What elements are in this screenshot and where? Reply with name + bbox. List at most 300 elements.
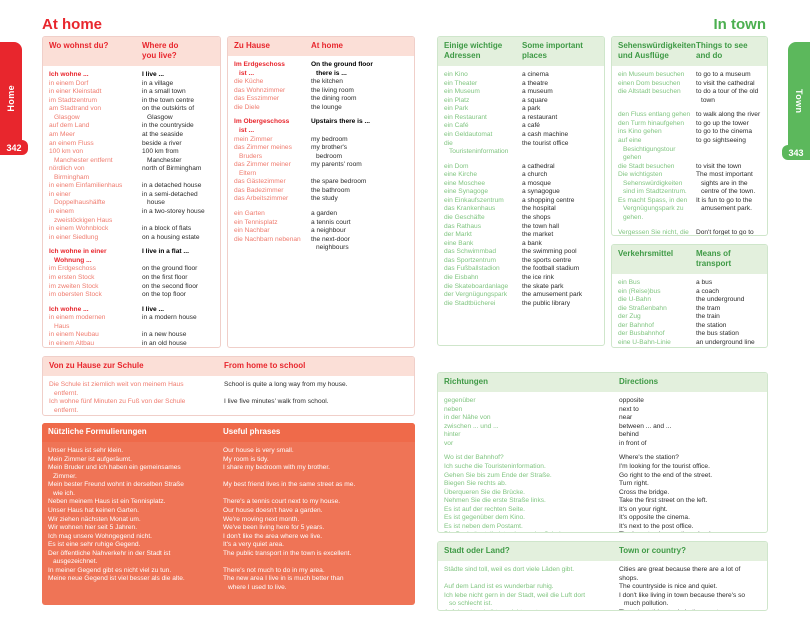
cell-german: Birmingham bbox=[54, 173, 90, 181]
cell-english: a church bbox=[522, 171, 548, 179]
table-row bbox=[49, 88, 214, 97]
cell-german: Doppelhaushälfte bbox=[54, 199, 106, 207]
cell-english: Our house doesn't have a garden. bbox=[223, 506, 323, 514]
table-row bbox=[444, 523, 761, 532]
table-row bbox=[618, 305, 761, 314]
cell-german: wie ich. bbox=[53, 489, 75, 497]
header-en: Useful phrases bbox=[223, 427, 281, 436]
cell-german: in einer Siedlung bbox=[49, 233, 99, 241]
cell-german: Sehenswürdigkeiten bbox=[623, 179, 683, 187]
table-row bbox=[444, 171, 598, 180]
cell-german: Meine neue Gegend ist viel besser als die alte. bbox=[48, 575, 185, 583]
cell-german: Wo ist der Bahnhof? bbox=[444, 454, 504, 462]
cell-german: mein Zimmer bbox=[234, 135, 273, 143]
cell-german: an einem Fluss bbox=[49, 139, 94, 147]
cell-english: a bus bbox=[696, 279, 713, 286]
cell-german: Es macht Spass, in den bbox=[618, 196, 688, 204]
cell-english: the amusement park bbox=[522, 291, 583, 299]
cell-english: the football stadium bbox=[522, 265, 580, 273]
table-row bbox=[618, 137, 761, 146]
cell-german: im ersten Stock bbox=[49, 273, 95, 281]
header-en: At home bbox=[311, 41, 343, 50]
table-row bbox=[618, 296, 761, 305]
cell-german: in einer Kleinstadt bbox=[49, 88, 102, 96]
table-row bbox=[234, 118, 408, 127]
cell-german: die Geschäfte bbox=[444, 214, 485, 221]
cell-english: Take the first street on the left. bbox=[619, 497, 708, 505]
cell-english: my brother's bbox=[311, 144, 348, 152]
cell-german: das Gästezimmer bbox=[234, 178, 286, 186]
cell-german: die U-Bahn bbox=[618, 296, 651, 304]
cell-german: ein Museum bbox=[444, 88, 480, 96]
table-row bbox=[444, 240, 598, 249]
table-stadt-oder-land bbox=[437, 541, 768, 611]
table-body bbox=[43, 376, 414, 416]
cell-english: the swimming pool bbox=[522, 248, 577, 256]
cell-german: Vergnügungspark zu bbox=[623, 205, 684, 213]
table-row bbox=[234, 127, 408, 136]
table-row bbox=[618, 88, 761, 97]
cell-german: Es ist eine sehr ruhige Gegend. bbox=[48, 541, 141, 549]
cell-english: the train bbox=[696, 313, 720, 321]
cell-english bbox=[223, 473, 409, 482]
cell-german: ein Tennisplatz bbox=[234, 218, 278, 226]
cell-english: to go to a museum bbox=[696, 71, 751, 78]
table-row bbox=[618, 146, 761, 155]
cell-english: Upstairs there is ... bbox=[311, 118, 370, 126]
cell-german bbox=[234, 244, 311, 253]
cell-english: the skate park bbox=[522, 282, 564, 290]
cell-german: ein Dom bbox=[444, 162, 469, 170]
cell-german: sind im Stadtzentrum. bbox=[623, 188, 687, 196]
table-row bbox=[49, 381, 408, 390]
table-row bbox=[48, 490, 409, 499]
cell-german: Zimmer. bbox=[53, 472, 77, 480]
cell-english: There's a tennis court next to my house. bbox=[223, 498, 341, 506]
cell-english: opposite bbox=[619, 397, 644, 404]
cell-german: eine Synagoge bbox=[444, 188, 488, 196]
table-row bbox=[234, 170, 408, 179]
cell-english bbox=[522, 148, 598, 157]
cell-german: Touristeninformation bbox=[449, 148, 509, 156]
table-row bbox=[444, 489, 761, 498]
cell-english: to visit the cathedral bbox=[696, 79, 755, 87]
table-row bbox=[444, 105, 598, 114]
table-row bbox=[49, 105, 214, 114]
cell-english: on the outskirts of bbox=[142, 105, 195, 113]
table-row bbox=[49, 165, 214, 174]
cell-english: It's opposite the cinema. bbox=[619, 514, 690, 522]
table-row bbox=[234, 195, 408, 204]
cell-english bbox=[311, 127, 408, 136]
table-row bbox=[618, 97, 761, 106]
table-header bbox=[43, 37, 220, 66]
cell-german: gegenüber bbox=[444, 397, 476, 404]
cell-english: My room is tidy. bbox=[223, 455, 269, 463]
cell-german: nördlich von bbox=[49, 165, 85, 173]
table-row bbox=[234, 161, 408, 170]
table-row bbox=[49, 140, 214, 149]
cell-german: ein Museum besuchen bbox=[618, 71, 685, 78]
table-row bbox=[618, 154, 761, 163]
table-row bbox=[49, 114, 214, 123]
table-row bbox=[444, 257, 598, 266]
cell-german: Der öffentliche Nahverkehr in der Stadt ist bbox=[48, 549, 171, 557]
cell-english: in a block of flats bbox=[142, 225, 192, 233]
page-title-left: At home bbox=[42, 16, 102, 33]
table-body bbox=[438, 392, 767, 533]
cell-german: ein Nachbar bbox=[234, 227, 270, 235]
cell-german: Überqueren Sie die Brücke. bbox=[444, 488, 526, 496]
cell-german: in einem Neubau bbox=[49, 331, 99, 339]
cell-german: in einem Altbau bbox=[49, 339, 95, 347]
cell-german: entfernt. bbox=[54, 389, 79, 397]
table-row bbox=[444, 440, 761, 449]
cell-german: das Sportzentrum bbox=[444, 256, 497, 264]
cell-german: das Zimmer meiner bbox=[234, 161, 291, 169]
table-row bbox=[618, 313, 761, 322]
table-row bbox=[49, 331, 214, 340]
cell-english: in an old house bbox=[142, 339, 187, 347]
cell-german: in der Nähe von bbox=[444, 414, 491, 422]
cell-english: the station bbox=[696, 321, 727, 329]
table-row bbox=[49, 131, 214, 140]
cell-english: my parents' room bbox=[311, 161, 362, 169]
cell-english: the sports centre bbox=[522, 256, 572, 264]
cell-english: north of Birmingham bbox=[142, 165, 202, 173]
cell-english: The most important bbox=[696, 171, 753, 179]
cell-german: Gehen Sie bis zum Ende der Straße. bbox=[444, 471, 552, 479]
table-row bbox=[444, 583, 761, 592]
table-row bbox=[444, 406, 761, 415]
cell-english: On the ground floor bbox=[311, 61, 373, 68]
cell-german: Unser Haus hat keinen Garten. bbox=[48, 506, 139, 514]
table-row bbox=[618, 288, 761, 297]
cell-english: We've been living here for 5 years. bbox=[223, 524, 325, 532]
cell-english: beside a river bbox=[142, 139, 182, 147]
cell-english: Cross the bridge. bbox=[619, 488, 670, 496]
cell-german: die Altstadt besuchen bbox=[618, 88, 681, 96]
table-header bbox=[612, 245, 767, 274]
cell-english: the tourist office bbox=[522, 139, 569, 147]
table-row bbox=[48, 456, 409, 465]
cell-german: Manchester entfernt bbox=[54, 156, 113, 164]
table-row bbox=[234, 236, 408, 245]
table-row bbox=[444, 300, 598, 309]
table-body bbox=[42, 442, 415, 599]
cell-english bbox=[142, 257, 214, 266]
table-nuetzliche-formulierungen bbox=[42, 423, 415, 605]
table-row bbox=[444, 291, 598, 300]
cell-english: neighbours bbox=[316, 244, 349, 252]
table-verkehrsmittel bbox=[611, 244, 768, 348]
table-row bbox=[48, 524, 409, 533]
cell-english: 100 km from bbox=[142, 148, 179, 156]
table-wo-wohnst-du bbox=[42, 36, 221, 348]
cell-english: in a detached house bbox=[142, 182, 202, 190]
page-number-right: 343 bbox=[782, 145, 810, 160]
cell-english: I live ... bbox=[142, 305, 164, 313]
cell-german: Ich wohne ... bbox=[49, 305, 89, 313]
cell-english: It's a very quiet area. bbox=[223, 541, 284, 549]
cell-english: Turn right. bbox=[619, 480, 649, 488]
table-header bbox=[438, 37, 604, 66]
table-row bbox=[48, 550, 409, 559]
table-row bbox=[48, 447, 409, 456]
cell-german: ausgezeichnet. bbox=[53, 558, 98, 566]
table-row bbox=[49, 122, 214, 131]
cell-english: centre of the town. bbox=[701, 188, 756, 196]
table-row bbox=[49, 390, 408, 399]
cell-german: den Turm hinaufgehen bbox=[618, 119, 684, 127]
cell-english: Our house is very small. bbox=[223, 447, 294, 454]
table-richtungen bbox=[437, 372, 768, 533]
cell-german: Mein bester Freund wohnt in derselben Straße bbox=[48, 481, 184, 489]
cell-english: the tram bbox=[696, 304, 721, 312]
cell-english: in a small town bbox=[142, 88, 186, 96]
cell-english: We're moving next month. bbox=[223, 515, 300, 523]
cell-english: the ice rink bbox=[522, 273, 554, 281]
table-header bbox=[612, 37, 767, 66]
table-row bbox=[618, 71, 761, 80]
cell-english: a shopping centre bbox=[522, 196, 575, 204]
cell-english: a park bbox=[522, 105, 541, 113]
table-row bbox=[49, 71, 214, 80]
cell-german: die Küche bbox=[234, 78, 264, 86]
table-row bbox=[444, 592, 761, 601]
cell-english: the public library bbox=[522, 299, 571, 307]
cell-german: neben bbox=[444, 405, 463, 413]
table-row bbox=[444, 205, 598, 214]
cell-english: my bedroom bbox=[311, 135, 348, 143]
cell-english: a cash machine bbox=[522, 130, 569, 138]
table-row bbox=[49, 265, 214, 274]
table-row bbox=[49, 97, 214, 106]
cell-english: bedroom bbox=[316, 152, 343, 160]
table-row bbox=[444, 97, 598, 106]
cell-english: the study bbox=[311, 195, 338, 203]
table-row bbox=[49, 248, 214, 257]
cell-english: next to bbox=[619, 405, 639, 413]
cell-german: ein Bus bbox=[618, 279, 640, 286]
cell-english: the spare bedroom bbox=[311, 178, 367, 186]
table-row bbox=[49, 340, 214, 348]
cell-english: Go right to the end of the street. bbox=[619, 471, 713, 479]
table-row bbox=[618, 229, 761, 236]
cell-german: Auf dem Land ist es wunderbar ruhig. bbox=[444, 583, 554, 591]
header-de: Richtungen bbox=[444, 377, 488, 386]
table-row bbox=[444, 265, 598, 274]
table-body bbox=[228, 56, 414, 259]
cell-german: der Markt bbox=[444, 231, 472, 239]
cell-english: a cinema bbox=[522, 71, 549, 78]
table-row bbox=[444, 163, 598, 172]
cell-english bbox=[224, 415, 408, 416]
table-row bbox=[444, 283, 598, 292]
cell-english: amusement park. bbox=[701, 205, 752, 213]
table-row bbox=[444, 248, 598, 257]
table-row bbox=[444, 231, 598, 240]
table-row bbox=[618, 188, 761, 197]
cell-german: Vergessen Sie nicht, die bbox=[618, 228, 689, 236]
table-row bbox=[444, 214, 598, 223]
cell-german: Es ist auf der rechten Seite. bbox=[444, 505, 525, 513]
cell-english: in the countryside bbox=[142, 122, 194, 130]
cell-english: I share my bedroom with my brother. bbox=[223, 464, 331, 472]
table-row bbox=[48, 473, 409, 482]
table-row bbox=[444, 274, 598, 283]
header-en: From home to school bbox=[224, 361, 306, 370]
cell-english: to go up the tower bbox=[696, 119, 749, 127]
cell-german: Städte sind toll, weil es dort viele Läden gibt. bbox=[444, 566, 575, 573]
cell-german: in einem Wohnblock bbox=[49, 225, 109, 233]
cell-english: a café bbox=[522, 122, 540, 130]
cell-english: on the second floor bbox=[142, 282, 199, 290]
cell-german: das Fußballstadion bbox=[444, 265, 500, 273]
table-row bbox=[444, 480, 761, 489]
side-tab-town[interactable] bbox=[788, 42, 810, 160]
table-row bbox=[618, 180, 761, 189]
table-row bbox=[444, 600, 761, 609]
table-row bbox=[49, 182, 214, 191]
cell-german: im obersten Stock bbox=[49, 291, 102, 299]
cell-english: the dining room bbox=[311, 95, 357, 103]
cell-german: Ich lebe nicht gern in der Stadt, weil die Luft dort bbox=[444, 591, 586, 599]
table-row bbox=[48, 498, 409, 507]
cell-english: in a semi-detached bbox=[142, 190, 198, 198]
table-row bbox=[444, 454, 761, 463]
cell-english: on the top floor bbox=[142, 291, 186, 299]
cell-german: das Badezimmer bbox=[234, 186, 284, 194]
table-header bbox=[438, 373, 767, 392]
cell-english: in a new house bbox=[142, 331, 187, 339]
table-row bbox=[444, 472, 761, 481]
cell-german: ein Geldautomat bbox=[444, 130, 493, 138]
table-body bbox=[612, 66, 767, 236]
cell-english: to do a tour of the old bbox=[696, 88, 759, 96]
table-row bbox=[48, 507, 409, 516]
table-row bbox=[444, 148, 598, 157]
cell-german: gehen. bbox=[623, 214, 644, 221]
cell-english bbox=[224, 390, 408, 399]
cell-english: a cathedral bbox=[522, 162, 555, 170]
table-row bbox=[234, 227, 408, 236]
table-row bbox=[234, 87, 408, 96]
side-tab-home[interactable] bbox=[0, 42, 22, 154]
table-row bbox=[618, 348, 761, 349]
header-de: Sehenswürdigkeiten und Ausflüge bbox=[618, 41, 696, 60]
cell-german: die bbox=[444, 139, 453, 147]
cell-german: die Straßenbahn bbox=[618, 304, 667, 312]
table-einige-wichtige-adressen bbox=[437, 36, 605, 346]
table-header bbox=[42, 423, 415, 442]
cell-english: at the seaside bbox=[142, 130, 184, 138]
cell-german: in einem Einfamilienhaus bbox=[49, 182, 123, 190]
cell-english: the town hall bbox=[522, 222, 560, 230]
cell-german: Unser Haus ist sehr klein. bbox=[48, 447, 124, 454]
cell-english bbox=[224, 407, 408, 416]
table-row bbox=[49, 306, 214, 315]
cell-english: I live ... bbox=[142, 71, 164, 78]
table-row bbox=[618, 111, 761, 120]
cell-english bbox=[696, 214, 761, 223]
table-row bbox=[49, 199, 214, 208]
table-row bbox=[618, 205, 761, 214]
cell-english: on a housing estate bbox=[142, 233, 200, 241]
table-row bbox=[49, 398, 408, 407]
table-row bbox=[48, 558, 409, 567]
cell-german: hinter bbox=[444, 431, 461, 439]
table-row bbox=[49, 225, 214, 234]
cell-german: der Bahnhof bbox=[618, 321, 654, 329]
table-row bbox=[234, 61, 408, 70]
cell-german: ein Café bbox=[444, 122, 469, 130]
table-row bbox=[48, 481, 409, 490]
cell-german: Ich suche die Touristeninformation. bbox=[444, 462, 546, 470]
cell-english bbox=[142, 323, 214, 332]
cell-english: on the ground floor bbox=[142, 265, 198, 273]
cell-german: ist ... bbox=[239, 69, 255, 77]
cell-german: im Stadtzentrum bbox=[49, 96, 98, 104]
cell-german: so schlecht ist. bbox=[449, 600, 493, 608]
table-row bbox=[444, 80, 598, 89]
cell-english: town bbox=[701, 96, 715, 104]
cell-english: to go to the cinema bbox=[696, 128, 753, 136]
table-row bbox=[618, 330, 761, 339]
cell-german: ein Garten bbox=[234, 210, 265, 217]
side-tab-home-label: Home bbox=[6, 84, 16, 112]
table-row bbox=[48, 464, 409, 473]
table-row bbox=[444, 131, 598, 140]
table-row bbox=[234, 178, 408, 187]
cell-english: the underground bbox=[696, 296, 745, 304]
table-row bbox=[49, 234, 214, 243]
table-row bbox=[234, 219, 408, 228]
table-row bbox=[48, 533, 409, 542]
table-row bbox=[49, 314, 214, 323]
table-row bbox=[444, 71, 598, 80]
cell-german: Ich mag unsere Wohngegend nicht. bbox=[48, 532, 152, 540]
cell-german: Nehmen Sie die erste Straße links. bbox=[444, 497, 546, 505]
table-row bbox=[49, 323, 214, 332]
cell-english: a restaurant bbox=[522, 113, 558, 121]
cell-english: behind bbox=[619, 431, 639, 439]
cell-english: the hospital bbox=[522, 205, 556, 213]
table-row bbox=[618, 80, 761, 89]
cell-german: im zweiten Stock bbox=[49, 282, 99, 290]
cell-german: die Stadt besuchen bbox=[618, 162, 675, 170]
cell-german: in einem modernen bbox=[49, 314, 106, 322]
cell-english: an underground line bbox=[696, 338, 755, 346]
cell-english: The public transport in the town is excellent. bbox=[223, 549, 352, 557]
cell-english: The countryside is nice and quiet. bbox=[619, 583, 718, 591]
cell-english bbox=[311, 170, 408, 179]
table-row bbox=[234, 70, 408, 79]
table-row bbox=[234, 244, 408, 253]
cell-english: a synagogue bbox=[522, 188, 560, 196]
cell-english: Glasgow bbox=[147, 113, 173, 121]
table-row bbox=[234, 95, 408, 104]
table-row bbox=[48, 567, 409, 576]
table-row bbox=[48, 516, 409, 525]
table-row bbox=[234, 144, 408, 153]
cell-german: den Fluss entlang gehen bbox=[618, 111, 691, 119]
cell-english bbox=[142, 217, 214, 226]
cell-english: a mosque bbox=[522, 179, 551, 187]
table-row bbox=[444, 609, 761, 611]
table-row bbox=[234, 136, 408, 145]
cell-german: das Esszimmer bbox=[234, 95, 280, 103]
